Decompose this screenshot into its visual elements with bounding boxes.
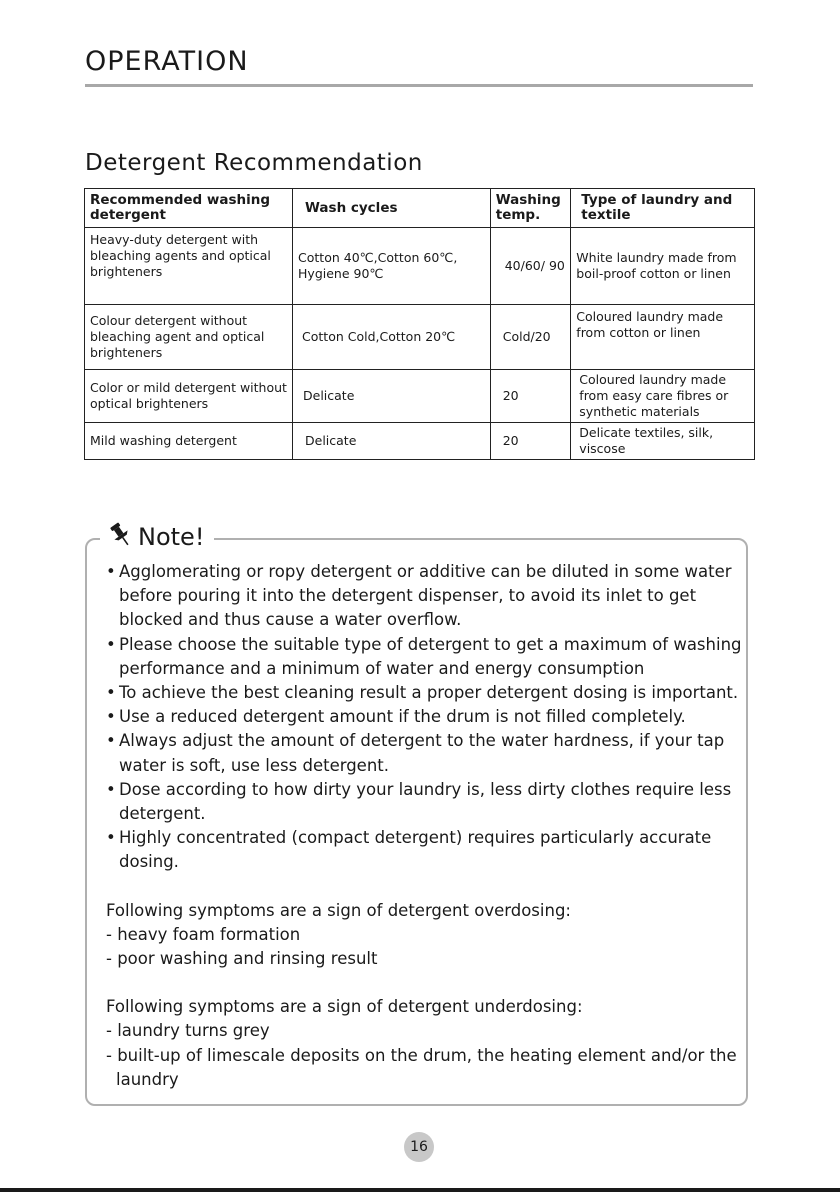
list-item: • Use a reduced detergent amount if the drum is not filled completely.	[106, 705, 756, 729]
note-title: Note!	[138, 523, 205, 551]
table-cell: Coloured laundry made from easy care fibres or synthetic materials	[571, 370, 755, 423]
list-item: • Highly concentrated (compact detergent) requires particularly accurate dosing.	[106, 826, 756, 874]
table-cell: Cotton Cold,Cotton 20℃	[293, 305, 491, 370]
page-header-title: OPERATION	[85, 46, 249, 77]
table-cell: Delicate textiles, silk, viscose	[571, 423, 755, 460]
bottom-rule	[0, 1188, 840, 1192]
table-header-cell: Recommended washing detergent	[85, 189, 293, 228]
overdosing-section	[106, 899, 756, 972]
list-item: - poor washing and rinsing result	[106, 949, 378, 969]
header-rule	[85, 84, 753, 87]
table-cell: White laundry made from boil-proof cotton or linen	[571, 228, 755, 305]
table-cell: 20	[490, 370, 571, 423]
section-title: Detergent Recommendation	[85, 150, 423, 176]
underdosing-section	[106, 995, 756, 1092]
list-item: - built-up of limescale deposits on the drum, the heating element and/or the laundry	[106, 1045, 737, 1089]
list-item: - laundry turns grey	[106, 1021, 270, 1041]
table-header-cell: Washing temp.	[490, 189, 571, 228]
table-cell: Colour detergent without bleaching agent and optical brighteners	[85, 305, 293, 370]
table-row	[85, 305, 755, 370]
table-row	[85, 423, 755, 460]
table-row	[85, 228, 755, 305]
note-bullet-list	[106, 560, 756, 875]
table-cell: Color or mild detergent without optical brighteners	[85, 370, 293, 423]
table-cell: 40/60/ 90	[490, 228, 571, 305]
list-item: - heavy foam formation	[106, 924, 301, 944]
table-cell: Coloured laundry made from cotton or linen	[571, 305, 755, 370]
table-row	[85, 370, 755, 423]
table-cell: Delicate	[293, 423, 491, 460]
list-item: • Please choose the suitable type of detergent to get a maximum of washing performance and a minimum of water and energy consumption	[106, 633, 756, 681]
table-cell: 20	[490, 423, 571, 460]
table-cell: Cotton 40℃,Cotton 60℃, Hygiene 90℃	[293, 228, 491, 305]
list-item: • To achieve the best cleaning result a proper detergent dosing is important.	[106, 681, 756, 705]
underdosing-heading: Following symptoms are a sign of detergent underdosing:	[106, 997, 583, 1017]
table-cell: Cold/20	[490, 305, 571, 370]
list-item: • Always adjust the amount of detergent to the water hardness, if your tap water is soft, use less detergent.	[106, 729, 756, 777]
note-content	[106, 560, 756, 1092]
list-item: • Dose according to how dirty your laundry is, less dirty clothes require less detergent.	[106, 778, 756, 826]
note-header	[100, 522, 214, 552]
detergent-table	[84, 188, 755, 460]
pushpin-icon	[110, 522, 132, 552]
table-header-cell: Wash cycles	[293, 189, 491, 228]
list-item: • Agglomerating or ropy detergent or additive can be diluted in some water before pouring it into the detergent dispenser, to avoid its inlet to get blocked and thus cause a water overflow.	[106, 560, 756, 633]
table-cell: Heavy-duty detergent with bleaching agents and optical brighteners	[85, 228, 293, 305]
overdosing-heading: Following symptoms are a sign of detergent overdosing:	[106, 900, 571, 920]
table-cell: Delicate	[293, 370, 491, 423]
table-header-cell: Type of laundry and textile	[571, 189, 755, 228]
table-header-row	[85, 189, 755, 228]
table-cell: Mild washing detergent	[85, 423, 293, 460]
page-number: 16	[404, 1132, 434, 1162]
